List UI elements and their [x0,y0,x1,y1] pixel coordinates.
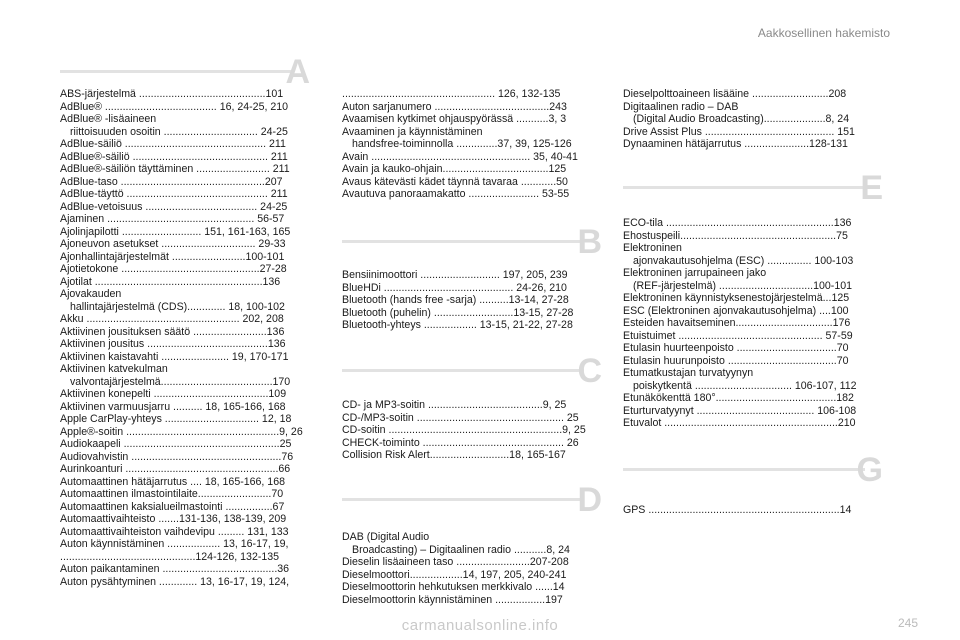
index-entry: Auton pysähtyminen ............. 13, 16-17, 19, 124, [60,575,290,588]
section-d-continued-list [623,88,885,151]
index-entry: Etulasin huurunpoisto .....................................70 [623,354,849,367]
index-entry: ESC (Elektroninen ajonvakautusohjelma) ....100 [623,304,849,317]
index-entry: Ehostuspeili.....................................................75 [623,229,848,242]
index-entry: Aktiivinen jousituksen säätö .........................136 [60,325,285,338]
index-entry: AdBlue® ...................................... 16, 24-25, 210 [60,100,289,113]
index-entry: valvontajärjestelmä......................................170 [70,375,291,388]
page-number: 245 [897,616,918,630]
index-entry: AdBlue-säiliö ................................................ 211 [60,138,286,150]
index-entry: Dieselin lisäaineen taso .........................207-208 [342,556,569,568]
index-entry: Avain ...................................................... 35, 40-41 [342,150,578,163]
index-entry: Dieselmoottorin hehkutuksen merkkivalo ......14 [342,581,565,593]
index-entry: Akku .................................................... 202, 208 [60,313,284,325]
section-letter-e: E [860,169,883,207]
index-entry: Ajaminen .................................................. 56-57 [60,213,285,225]
index-entry: Automaattinen hätäjarrutus .... 18, 165-166, 168 [60,475,285,488]
index-entry: Bluetooth-yhteys .................. 13-15, 21-22, 27-28 [342,319,573,331]
section-letter-a: A [285,53,310,91]
index-entry: Dieselpolttoaineen lisääine ..........................208 [623,88,847,100]
index-entry: ..............................................124-126, 132-135 [60,550,280,563]
index-entry: Audiokaapeli .....................................................25 [60,438,292,450]
index-entry: Avaus kätevästi kädet täynnä tavaraa ............50 [342,175,568,188]
index-entry: Apple®-soitin ....................................................9, 26 [60,425,303,438]
index-entry: Dieselmoottori..................14, 197, 205, 240-241 [342,568,567,581]
section-c-list [342,399,604,462]
index-entry: BlueHDi ............................................ 24-26, 210 [342,281,567,294]
index-entry: AdBlue-täyttö ................................................ 211 [60,188,288,200]
index-entry: Audiovahvistin ...................................................76 [60,450,294,463]
index-entry: ajonvakautusohjelma (ESC) ............... 100-103 [633,254,854,267]
index-entry: AdBlue®-säiliön täyttäminen ......................... 211 [60,163,290,175]
index-entry: DAB (Digital Audio [342,531,430,543]
index-entry: Auton sarjanumero .......................................243 [342,100,567,113]
header-title: Aakkosellinen hakemisto [757,26,890,40]
index-entry: Bensiinimoottori ........................... 197, 205, 239 [342,269,568,281]
index-entry: AdBlue-taso .................................................207 [60,175,283,188]
letter-e-block [623,168,883,224]
index-entry: poiskytkentä ................................. 106-107, 112 [633,379,857,392]
watermark: carmanualsonline.info [401,617,559,634]
index-entry: Ajovakauden [60,288,122,300]
section-g-list [623,504,885,517]
index-entry: Avautuva panoraamakatto ........................ 53-55 [342,188,570,200]
section-b-list [342,269,604,332]
section-letter-d: D [577,481,602,519]
section-divider [623,468,865,471]
index-entry: Etumatkustajan turvatyynyn [623,367,754,379]
index-entry: (REF-järjestelmä) ................................100-101 [633,279,852,292]
index-entry: AdBlue-vetoisuus ...................................... 24-25 [60,200,288,213]
index-entry: Dieselmoottorin käynnistäminen .................197 [342,593,563,606]
index-entry: Etuistuimet ................................................. 57-59 [623,329,853,342]
section-divider [623,186,865,189]
index-entry: Bluetooth (puhelin) ...........................13-15, 27-28 [342,306,574,319]
index-entry: Ajoneuvon asetukset ................................ 29-33 [60,238,286,250]
index-entry: Elektroninen [623,242,682,254]
index-entry: AdBlue®-säiliö .............................................. 211 [60,150,288,163]
index-entry: ECO-tila .........................................................136 [623,217,852,229]
index-entry: Ajotilat .........................................................136 [60,275,281,288]
index-entry: Avain ja kauko-ohjain....................................125 [342,163,567,175]
index-entry: Collision Risk Alert...........................18, 165-167 [342,449,566,461]
section-e-list [623,217,885,430]
index-entry: Auton käynnistäminen .................. 13, 16-17, 19, [60,538,289,550]
index-entry: handsfree-toiminnolla ..............37, 39, 125-126 [352,138,572,150]
index-entry: Etunäkökenttä 180°.........................................182 [623,392,854,404]
index-entry: Esteiden havaitseminen.................................176 [623,317,851,329]
section-d-list [342,531,604,606]
index-entry: Aurinkoanturi ....................................................66 [60,463,291,475]
index-entry: Eturturvatyynyt ........................................ 106-108 [623,404,857,417]
index-entry: Broadcasting) – Digitaalinen radio ...........8, 24 [352,543,570,556]
index-entry: Aktiivinen katvekulman [60,363,168,375]
index-entry: (Digital Audio Broadcasting).....................8, 24 [633,113,850,125]
index-entry: Aktiivinen varmuusjarru .......... 18, 165-166, 168 [60,400,286,413]
index-column-1 [60,88,303,588]
index-entry: riittoisuuden osoitin ................................ 24-25 [70,125,288,138]
index-entry: Ajolinjapilotti ........................... 151, 161-163, 165 [60,225,291,238]
letter-g-block [623,450,883,506]
index-entry: Ajonhallintajärjestelmät .........................100-101 [60,250,285,263]
section-letter-c: C [577,352,602,390]
index-entry: GPS .................................................................14 [623,504,852,516]
section-divider [342,240,584,243]
section-letter-g: G [856,451,883,489]
section-divider [342,498,584,501]
letter-d-block [342,480,602,536]
index-entry: CD-/MP3-soitin .................................................. 25 [342,411,579,424]
index-entry: Etulasin huurteenpoisto ..................................70 [623,342,849,354]
index-entry: Apple CarPlay-yhteys ................................ 12, 18 [60,413,292,425]
index-entry: Automaattinen kaksialueilmastointi ................67 [60,500,285,513]
index-entry: Avaaminen ja käynnistäminen [342,125,483,138]
index-entry: Elektroninen jarrupaineen jako [623,267,767,279]
index-entry: CHECK-toiminto ................................................ 26 [342,436,579,449]
index-entry: Automaattivaihteisto .......131-136, 138-139, 209 [60,513,287,525]
index-entry: Aktiivinen konepelti .......................................109 [60,388,287,400]
index-entry: Digitaalinen radio – DAB [623,100,739,113]
section-letter-b: B [577,223,602,261]
section-divider [60,70,292,73]
index-entry: Bluetooth (hands free -sarja) ..........13-14, 27-28 [342,294,569,306]
index-entry: Avaamisen kytkimet ohjauspyörässä ...........3, 3 [342,113,567,125]
index-entry: Elektroninen käynnistyksenestojärjestelmä...125 [623,292,850,304]
index-entry: Auton paikantaminen .......................................36 [60,563,290,575]
index-column-2 [342,88,602,201]
index-entry: CD-soitin ...........................................................9, 25 [342,424,586,436]
index-entry: AdBlue® -lisäaineen [60,113,157,125]
section-divider [342,369,584,372]
index-entry: Ajotietokone ...............................................27-28 [60,263,287,275]
index-entry: .................................................... 126, 132-135 [342,88,561,100]
index-entry: Etuvalot ...........................................................210 [623,417,856,429]
index-entry: Automaattinen ilmastointilaite.........................70 [60,488,284,500]
index-entry: ABS-järjestelmä ...........................................101 [60,88,284,100]
index-entry: Dynaaminen hätäjarrutus ......................128-131 [623,138,848,150]
index-entry: Automaattivaihteiston vaihdevipu ......... 131, 133 [60,525,289,538]
index-entry: Drive Assist Plus ............................................ 151 [623,125,855,138]
index-entry: hallintajärjestelmä (CDS)............. 18, 100-102 [70,300,285,313]
index-entry: Aktiivinen jousitus .........................................136 [60,338,286,350]
index-entry: Aktiivinen kaistavahti ....................... 19, 170-171 [60,350,289,363]
index-entry: CD- ja MP3-soitin .......................................9, 25 [342,399,567,411]
